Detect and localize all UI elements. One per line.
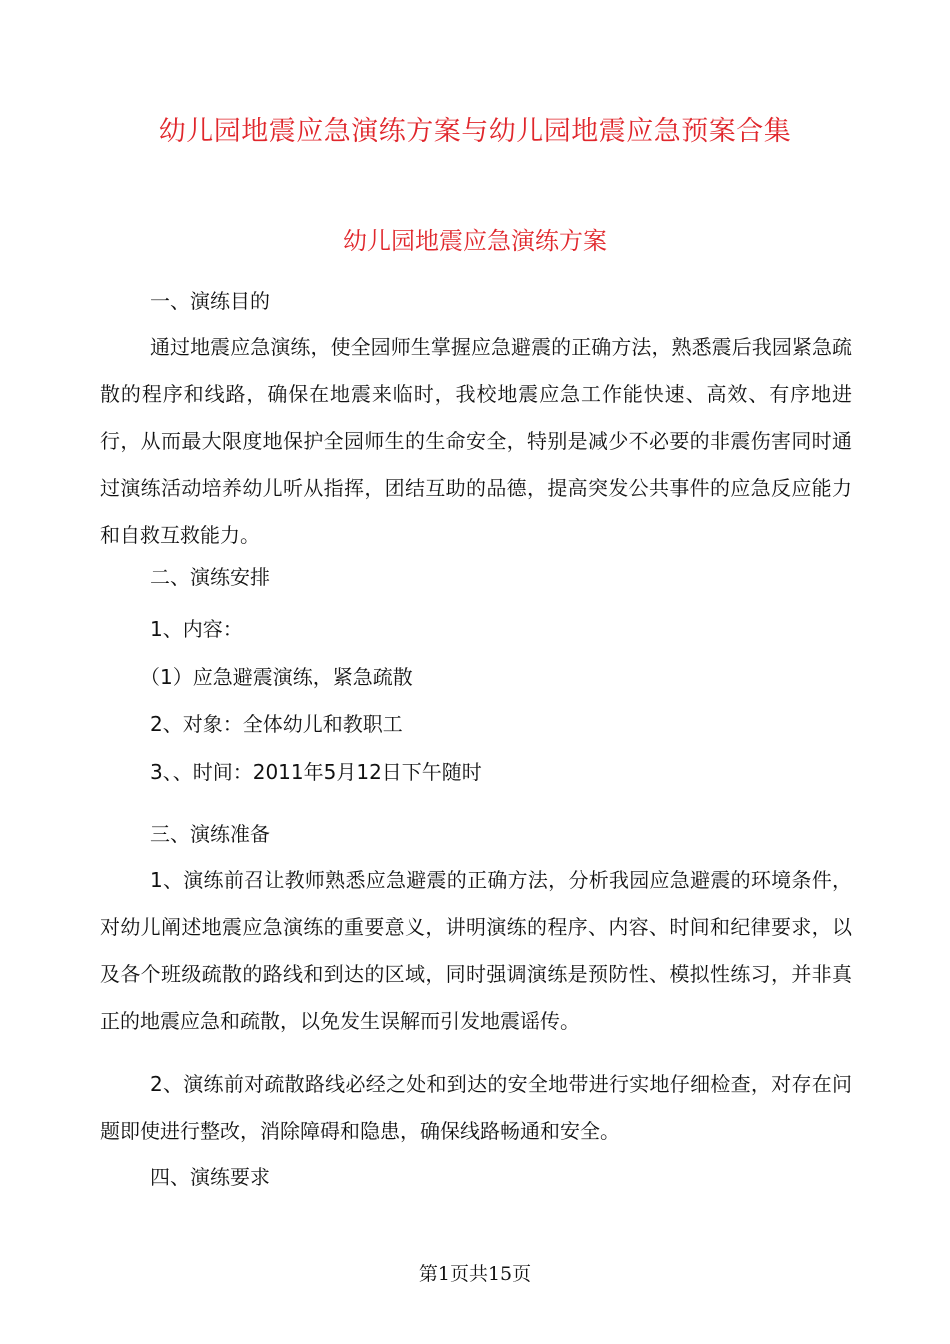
item-target: 2、对象：全体幼儿和教职工 <box>150 712 403 736</box>
item-content-sub: （1）应急避震演练，紧急疏散 <box>140 665 413 689</box>
heading-requirements: 四、演练要求 <box>150 1165 270 1189</box>
heading-purpose: 一、演练目的 <box>150 289 270 313</box>
item-content: 1、内容： <box>150 617 243 641</box>
paragraph-preparation-1: 1、演练前召让教师熟悉应急避震的正确方法，分析我园应急避震的环境条件，对幼儿阐述地震应急演练的重要意义，讲明演练的程序、内容、时间和纪律要求，以及各个班级疏散的路线和到达的区域，同时强调演练是预防性、模拟性练习，并非真正的地震应急和疏散，以免发生误解而引发地震谣传。 <box>100 868 852 1033</box>
paragraph-preparation-2: 2、演练前对疏散路线必经之处和到达的安全地带进行实地仔细检查，对存在问题即使进行整改，消除障碍和隐患，确保线路畅通和安全。 <box>100 1072 852 1143</box>
document-title: 幼儿园地震应急演练方案与幼儿园地震应急预案合集 <box>158 116 792 147</box>
page-number-footer: 第1页共15页 <box>418 1263 532 1285</box>
item-time: 3、、时间：2011年5月12日下午随时 <box>150 760 482 784</box>
section-title: 幼儿园地震应急演练方案 <box>343 227 607 255</box>
paragraph-purpose: 通过地震应急演练，使全园师生掌握应急避震的正确方法，熟悉震后我园紧急疏散的程序和线路，确保在地震来临时，我校地震应急工作能快速、高效、有序地进行，从而最大限度地保护全园师生的生命安全，特别是减少不必要的非震伤害同时通过演练活动培养幼儿听从指挥，团结互助的品德，提高突发公共事件的应急反应能力和自救互救能力。 <box>100 335 852 547</box>
heading-preparation: 三、演练准备 <box>150 822 270 846</box>
heading-arrangement: 二、演练安排 <box>150 565 270 589</box>
